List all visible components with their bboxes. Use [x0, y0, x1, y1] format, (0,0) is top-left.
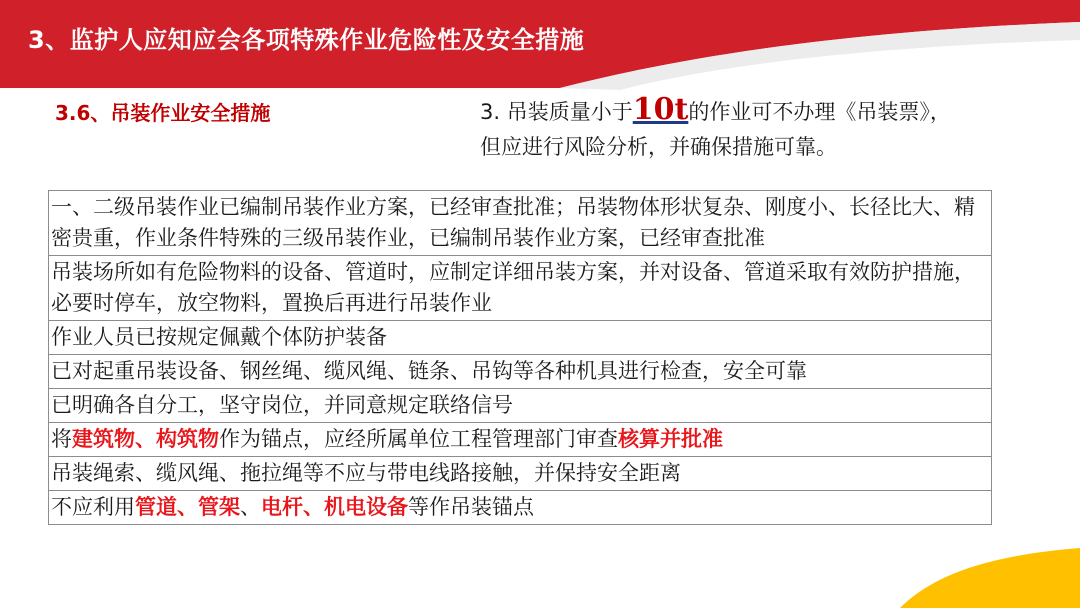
- measure-text: 已明确各自分工，坚守岗位，并同意规定联络信号: [51, 393, 513, 417]
- table-row: [49, 355, 992, 389]
- highlighted-text: 核算并批准: [618, 427, 723, 451]
- note-line-1: [480, 92, 1020, 130]
- measure-cell: [49, 191, 992, 256]
- table-row: [49, 423, 992, 457]
- measure-cell: [49, 321, 992, 355]
- measure-text: 一、二级吊装作业已编制吊装作业方案，已经审查批准；吊装物体形状复杂、刚度小、长径比大、精密贵重，作业条件特殊的三级吊装作业，已编制吊装作业方案，已经审查批准: [51, 195, 975, 250]
- corner-yellow-shape: [900, 548, 1080, 608]
- safety-measures-body: [49, 191, 992, 525]
- table-row: [49, 457, 992, 491]
- measure-cell: [49, 389, 992, 423]
- measure-text: 吊装绳索、缆风绳、拖拉绳等不应与带电线路接触，并保持安全距离: [51, 461, 681, 485]
- table-row: [49, 191, 992, 256]
- measure-text: 已对起重吊装设备、钢丝绳、缆风绳、链条、吊钩等各种机具进行检查，安全可靠: [51, 359, 807, 383]
- table-row: [49, 491, 992, 525]
- measure-cell: [49, 256, 992, 321]
- corner-decoration: [860, 548, 1080, 608]
- note-line-1-prefix: 3. 吊装质量小于: [480, 100, 633, 124]
- measure-text: 、: [240, 495, 261, 519]
- highlighted-text: 建筑物、构筑物: [72, 427, 219, 451]
- measure-text: 作业人员已按规定佩戴个体防护装备: [51, 325, 387, 349]
- section-heading: 3.6、吊装作业安全措施: [55, 101, 271, 125]
- table-row: [49, 256, 992, 321]
- weight-threshold: 10t: [632, 92, 689, 127]
- note-line-1-suffix: 的作业可不办理《吊装票》，: [688, 100, 951, 124]
- lifting-ticket-note: [480, 92, 1020, 165]
- measure-text: 等作吊装锚点: [408, 495, 534, 519]
- measure-cell: [49, 423, 992, 457]
- note-line-2: 但应进行风险分析，并确保措施可靠。: [480, 135, 837, 159]
- measure-cell: [49, 491, 992, 525]
- measure-cell: [49, 355, 992, 389]
- safety-measures-table: [48, 190, 992, 525]
- table-row: [49, 321, 992, 355]
- table-row: [49, 389, 992, 423]
- highlighted-text: 电杆、机电设备: [261, 495, 408, 519]
- measure-text: 将: [51, 427, 72, 451]
- measure-cell: [49, 457, 992, 491]
- highlighted-text: 管道、管架: [135, 495, 240, 519]
- measure-text: 作为锚点，应经所属单位工程管理部门审查: [219, 427, 618, 451]
- measure-text: 不应利用: [51, 495, 135, 519]
- measure-text: 吊装场所如有危险物料的设备、管道时，应制定详细吊装方案，并对设备、管道采取有效防护措施，必要时停车，放空物料，置换后再进行吊装作业: [51, 260, 975, 315]
- page-title: 3、监护人应知应会各项特殊作业危险性及安全措施: [28, 26, 585, 54]
